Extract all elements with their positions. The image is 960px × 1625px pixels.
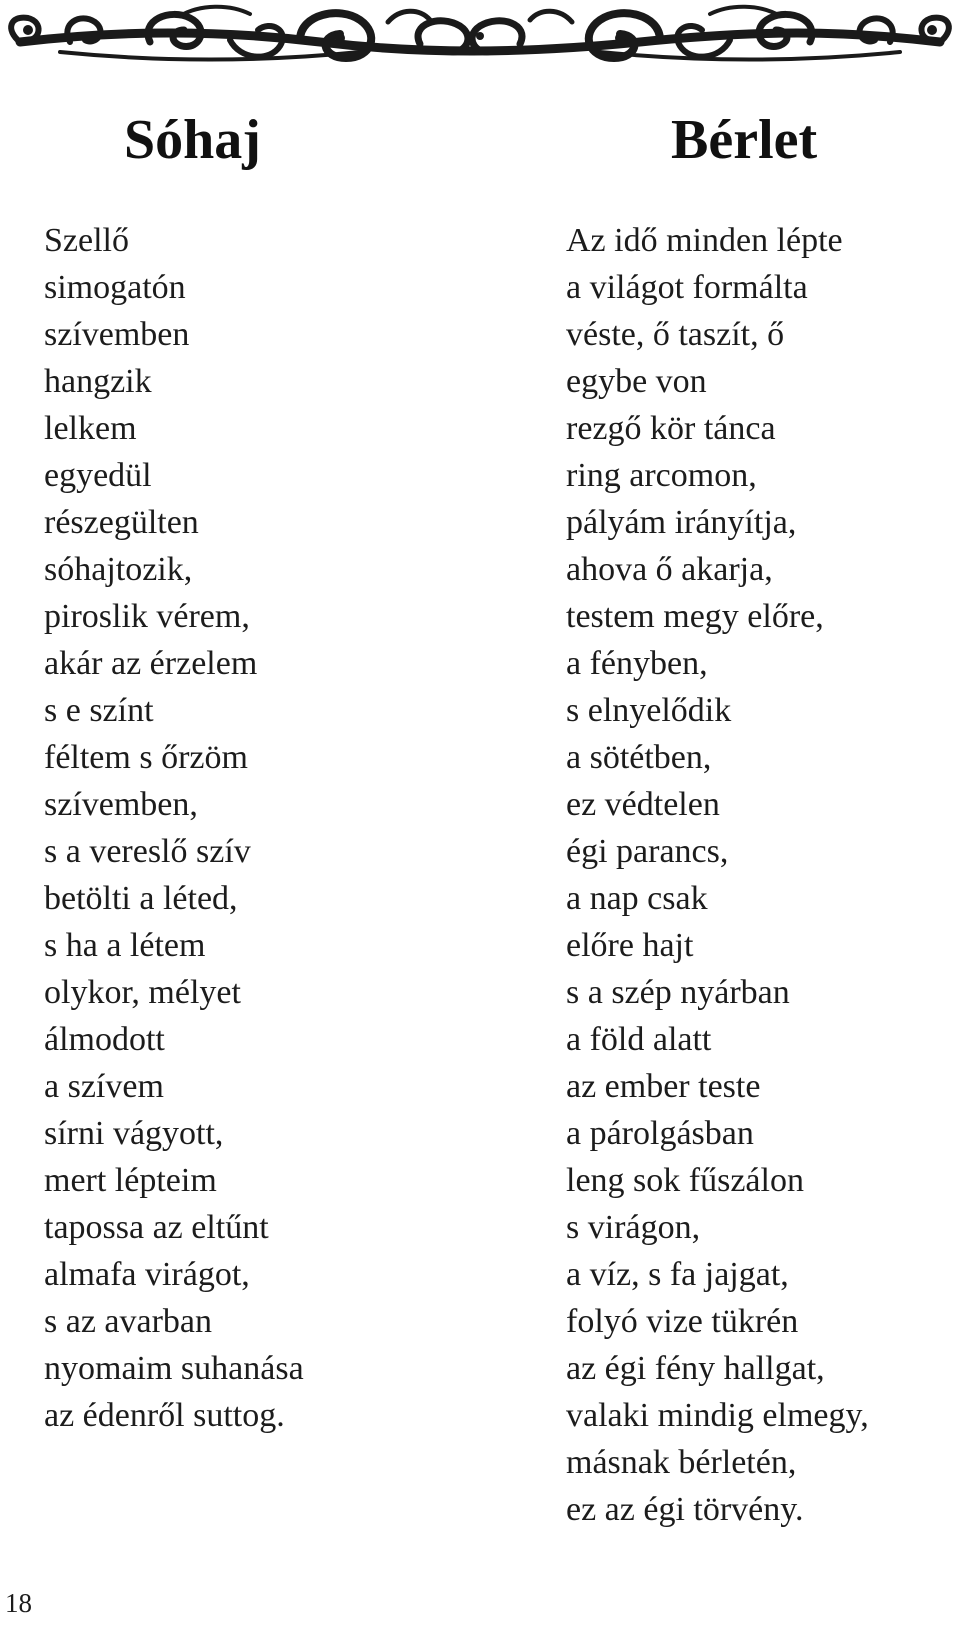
poem-line: az édenről suttog.	[44, 1397, 285, 1434]
poem-line: a víz, s fa jajgat,	[566, 1256, 789, 1293]
poem-line: folyó vize tükrén	[566, 1303, 799, 1340]
poem-line: szívemben	[44, 316, 190, 353]
poem-line: valaki mindig elmegy,	[566, 1397, 869, 1434]
poem-lines	[566, 217, 956, 1533]
scroll-ornament-icon	[0, 0, 960, 80]
poem-line: olykor, mélyet	[44, 974, 241, 1011]
poem-line: a sötétben,	[566, 739, 712, 776]
poem-line: szívemben,	[44, 786, 198, 823]
poem-line: lelkem	[44, 410, 137, 447]
poem-line: a nap csak	[566, 880, 708, 917]
poem-line: tapossa az eltűnt	[44, 1209, 269, 1246]
poem-line: a párolgásban	[566, 1115, 754, 1152]
poem-line: ez az égi törvény.	[566, 1491, 804, 1528]
poem-lines	[44, 217, 464, 1439]
poem-line: sóhajtozik,	[44, 551, 193, 588]
poem-line: s az avarban	[44, 1303, 213, 1340]
poem-line: akár az érzelem	[44, 645, 258, 682]
poem-line: az égi fény hallgat,	[566, 1350, 825, 1387]
poem-line: Az idő minden lépte	[566, 222, 843, 259]
poem-line: s elnyelődik	[566, 692, 732, 729]
poem-line: véste, ő taszít, ő	[566, 316, 785, 353]
poem-line: piroslik vérem,	[44, 598, 250, 635]
poem-line: egybe von	[566, 363, 707, 400]
poem-line: a fényben,	[566, 645, 708, 682]
poem-line: az ember teste	[566, 1068, 761, 1105]
poem-line: a szívem	[44, 1068, 164, 1105]
poem-line: s a vereslő szív	[44, 833, 251, 870]
poem-line: másnak bérletén,	[566, 1444, 797, 1481]
poem-title: Bérlet	[671, 109, 818, 171]
poem-line: simogatón	[44, 269, 186, 306]
page-number: 18	[5, 1588, 32, 1618]
poem-line: ez védtelen	[566, 786, 720, 823]
poem-line: almafa virágot,	[44, 1256, 250, 1293]
poem-title: Sóhaj	[124, 109, 261, 171]
poem-line: hangzik	[44, 363, 152, 400]
poem-line: betölti a léted,	[44, 880, 238, 917]
poem-line: előre hajt	[566, 927, 694, 964]
poem-line: s a szép nyárban	[566, 974, 790, 1011]
poem-berlet	[566, 108, 956, 1533]
poem-line: leng sok fűszálon	[566, 1162, 804, 1199]
poem-line: pályám irányítja,	[566, 504, 797, 541]
poem-line: rezgő kör tánca	[566, 410, 776, 447]
poem-line: részegülten	[44, 504, 199, 541]
poem-sohaj	[44, 108, 464, 1439]
poem-line: Szellő	[44, 222, 129, 259]
poem-line: nyomaim suhanása	[44, 1350, 304, 1387]
poem-line: testem megy előre,	[566, 598, 824, 635]
poem-line: a világot formálta	[566, 269, 808, 306]
poem-line: álmodott	[44, 1021, 165, 1058]
header-ornament	[0, 0, 960, 80]
poem-line: égi parancs,	[566, 833, 729, 870]
poem-line: s virágon,	[566, 1209, 701, 1246]
poem-line: a föld alatt	[566, 1021, 712, 1058]
poem-line: mert lépteim	[44, 1162, 217, 1199]
poem-line: ahova ő akarja,	[566, 551, 773, 588]
poem-line: féltem s őrzöm	[44, 739, 248, 776]
poem-line: sírni vágyott,	[44, 1115, 224, 1152]
poem-line: s e színt	[44, 692, 154, 729]
poem-line: s ha a létem	[44, 927, 206, 964]
poem-line: ring arcomon,	[566, 457, 757, 494]
poem-line: egyedül	[44, 457, 152, 494]
